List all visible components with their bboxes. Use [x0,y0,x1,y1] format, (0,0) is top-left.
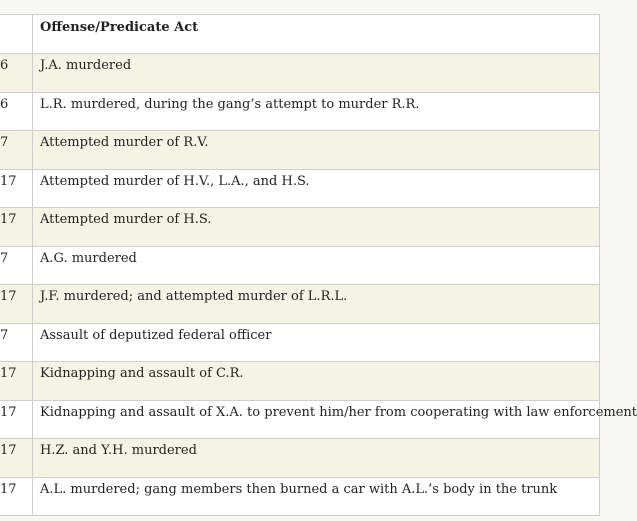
offense-cell: Assault of deputized federal officer [33,323,600,362]
offense-cell: J.F. murdered; and attempted murder of L.R.L. [33,285,600,324]
offense-cell: Kidnapping and assault of C.R. [33,362,600,401]
table-row [0,54,600,93]
table-row [0,400,600,439]
table-row [0,131,600,170]
date-cell: 6 [0,54,33,93]
offense-column-header: Offense/Predicate Act [33,15,600,54]
offense-cell: H.Z. and Y.H. murdered [33,439,600,478]
table-row [0,246,600,285]
date-cell: 7 [0,323,33,362]
date-cell: 17 [0,362,33,401]
offense-cell: L.R. murdered, during the gang’s attempt to murder R.R. [33,92,600,131]
table-row [0,92,600,131]
date-column-header [0,15,33,54]
date-cell: 7 [0,131,33,170]
table-row [0,439,600,478]
date-cell: 17 [0,477,33,516]
table-row [0,208,600,247]
date-cell: 17 [0,169,33,208]
offense-cell: A.L. murdered; gang members then burned a car with A.L.’s body in the trunk [33,477,600,516]
table-header-row [0,15,600,54]
table-row [0,169,600,208]
table-row [0,477,600,516]
date-cell: 6 [0,92,33,131]
offense-cell: Kidnapping and assault of X.A. to prevent him/her from cooperating with law enforcement [33,400,600,439]
offense-cell: Attempted murder of R.V. [33,131,600,170]
offense-cell: Attempted murder of H.V., L.A., and H.S. [33,169,600,208]
date-cell: 17 [0,439,33,478]
table-row [0,323,600,362]
date-cell: 17 [0,208,33,247]
offense-cell: J.A. murdered [33,54,600,93]
date-cell: 17 [0,400,33,439]
date-cell: 7 [0,246,33,285]
date-cell: 17 [0,285,33,324]
table-row [0,285,600,324]
offense-table [0,14,637,516]
offense-cell: A.G. murdered [33,246,600,285]
offense-cell: Attempted murder of H.S. [33,208,600,247]
table-row [0,362,600,401]
